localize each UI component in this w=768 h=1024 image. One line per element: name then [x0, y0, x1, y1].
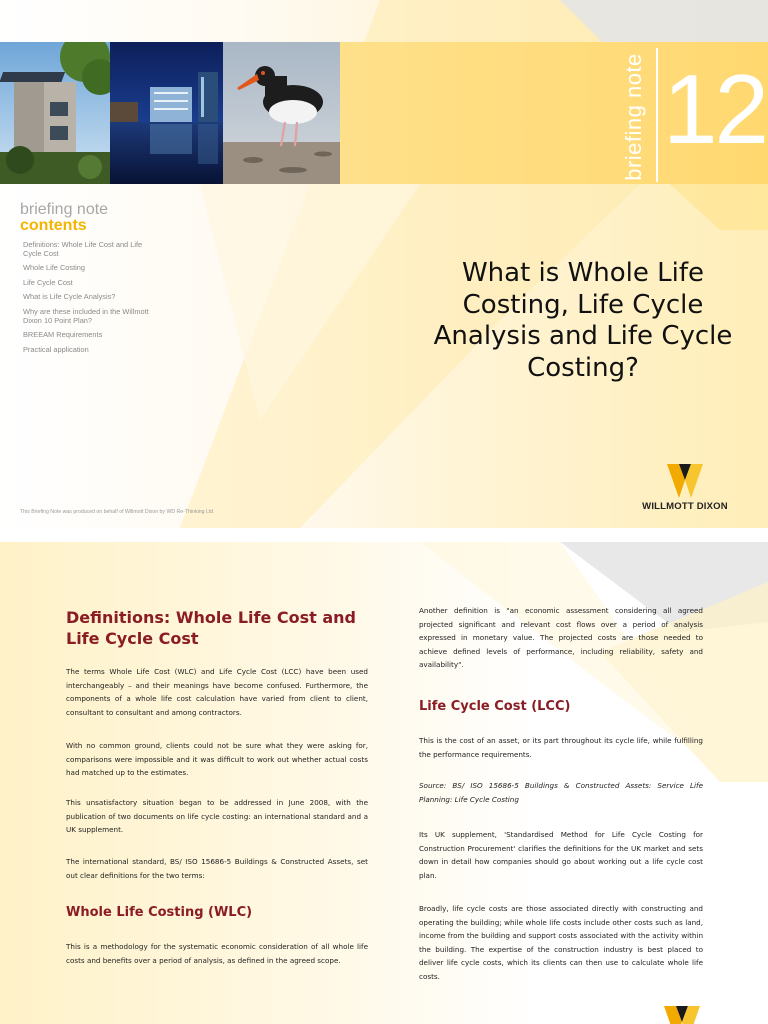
paragraph: With no common ground, clients could not be sure what they were asking for, comparisons were impossible and it was difficult to work out whether actual costs had matched up to the estimates. — [66, 741, 368, 778]
lcc-heading: Life Cycle Cost (LCC) — [419, 699, 571, 714]
waterfront-photo — [110, 42, 223, 184]
uk-supplement-paragraph: Its UK supplement, 'Standardised Method for Life Cycle Costing for Construction Procurement' clarifies the definitions for the UK market and sets down in detail how companies should go about working out a life cycle cost plan. — [419, 830, 703, 880]
logo-text: WILLMOTT DIXON — [642, 501, 728, 512]
definitions-heading: Definitions: Whole Life Cost and Life Cycle Cost — [66, 608, 356, 648]
produced-by-note: This Briefing Note was produced on behalf of Willmott Dixon by WD Re-Thinking Ltd — [20, 509, 214, 515]
definition-paragraph: Another definition is "an economic assessment considering all agreed projected significant and relevant cost flows over a period of analysis expressed in monetary value. The projected costs are those needed to achieve defined levels of performance, including reliability, safety and availability". — [419, 606, 703, 670]
briefing-note-number: 12 — [663, 54, 767, 164]
contents-item[interactable]: Whole Life Costing — [23, 263, 86, 273]
contents-item[interactable]: Practical application — [23, 344, 89, 354]
paragraph: The international standard, BS/ ISO 15686-5 Buildings & Constructed Assets, set out clear definitions for the two terms: — [66, 857, 368, 880]
source-note: Source: BS/ ISO 15686-5 Buildings & Constructed Assets: Service Life Planning: Life Cycle Costing — [419, 781, 703, 804]
contents-heading — [20, 202, 108, 234]
contents-item[interactable]: What is Life Cycle Analysis? — [23, 292, 116, 302]
building-photo — [0, 42, 110, 184]
contents-heading-bottom: contents — [20, 217, 87, 234]
contents-heading-top: briefing note — [20, 201, 109, 218]
contents-list — [23, 241, 158, 360]
lcc-paragraph: This is the cost of an asset, or its part throughout its cycle life, while fulfilling the performance requirements. — [419, 736, 703, 759]
contents-item[interactable]: Why are these included in the Willmott Dixon 10 Point Plan? — [23, 306, 149, 325]
briefing-note-vertical-label: briefing note — [621, 53, 646, 181]
paragraph: The terms Whole Life Cost (WLC) and Life Cycle Cost (LCC) have been used interchangeably – and their meanings have become confused. Furthermore, the components of a whole life cost calculation have varied from client to client, consultant to consultant and among contractors. — [66, 667, 368, 717]
broadly-paragraph: Broadly, life cycle costs are those associated directly with constructing and operating the building; while whole life costs include other costs such as land, income from the building and support costs associated with the activity within the building. The expertise of the construction industry is best placed to deliver life cycle costs, which its clients can then use to calculate whole life costs. — [419, 904, 703, 981]
contents-item[interactable]: Definitions: Whole Life Cost and Life Cycle Cost — [23, 240, 143, 258]
willmott-dixon-logo-mark — [664, 1006, 700, 1024]
oystercatcher-photo — [223, 42, 340, 184]
wlc-paragraph: This is a methodology for the systematic economic consideration of all whole life costs and benefits over a period of analysis, as defined in the agreed scope. — [66, 942, 368, 965]
wlc-heading: Whole Life Costing (WLC) — [66, 905, 253, 920]
contents-item[interactable]: BREEAM Requirements — [23, 330, 103, 340]
contents-item[interactable]: Life Cycle Cost — [23, 277, 73, 287]
header-divider — [656, 48, 658, 182]
willmott-dixon-logo-mark — [667, 464, 703, 498]
paragraph: This unsatisfactory situation began to be addressed in June 2008, with the publication of two documents on life cycle costing: an international standard and a UK supplement. — [66, 798, 368, 835]
cover-title: What is Whole Life Costing, Life Cycle Analysis and Life Cycle Costing? — [433, 258, 733, 384]
willmott-dixon-logo — [640, 464, 730, 512]
definitions-page — [0, 542, 768, 1024]
